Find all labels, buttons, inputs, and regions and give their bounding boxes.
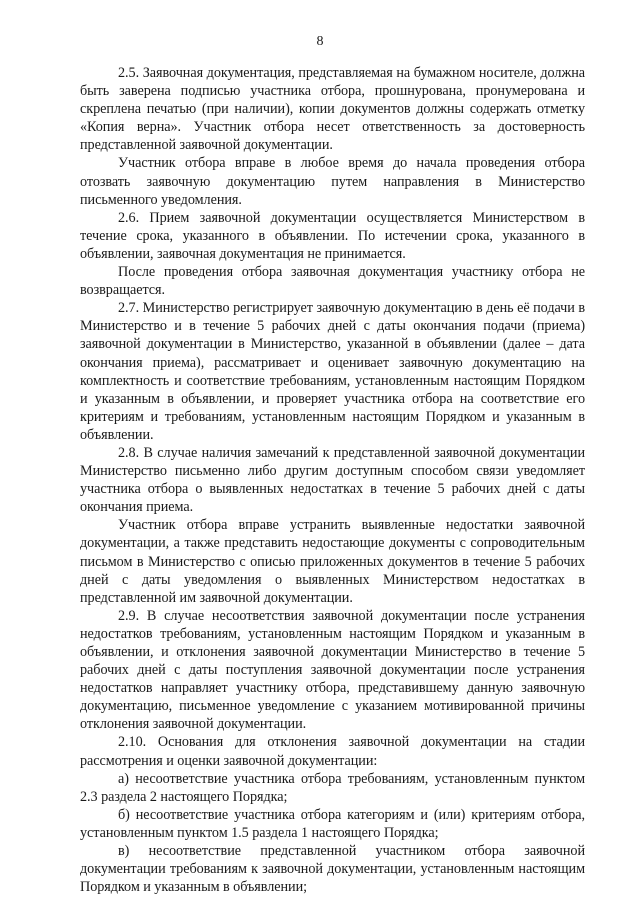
list-item-b: б) несоответствие участника отбора категориям и (или) критериям отбора, установленным пунктом 1.5 раздела 1 настоящего Порядка;: [80, 806, 585, 841]
list-item-a: а) несоответствие участника отбора требованиям, установленным пунктом 2.3 раздела 2 настоящего Порядка;: [80, 770, 585, 805]
paragraph-2-6: 2.6. Прием заявочной документации осуществляется Министерством в течение срока, указанного в объявлении. По истечении срока, указанного в объявлении, заявочная документация не принимается.: [80, 209, 585, 262]
page-number: 8: [316, 34, 324, 49]
list-item-c: в) несоответствие представленной участником отбора заявочной документации требованиям к заявочной документации, установленным настоящим Порядком и указанным в объявлении;: [80, 843, 585, 896]
paragraph-2-10: 2.10. Основания для отклонения заявочной документации на стадии рассмотрения и оценки заявочной документации:: [80, 734, 585, 769]
paragraph-2-5: 2.5. Заявочная документация, представляемая на бумажном носителе, должна быть заверена подписью участника отбора, прошнурована, пронумерована и скреплена печатью (при наличии), копии документов должны содержать отметку «Копия верна». Участник отбора несет ответственность за достоверность представленной заявочной документации.: [80, 65, 585, 154]
paragraph-correction: Участник отбора вправе устранить выявленные недостатки заявочной документации, а также представить недостающие документы с сопроводительным письмом в Министерство с описью приложенных документов в течение 5 рабочих дней с даты уведомления о выявленных Министерством недостатках в представленной им заявочной документации.: [80, 517, 585, 606]
paragraph-no-return: После проведения отбора заявочная документация участнику отбора не возвращается.: [80, 264, 585, 299]
paragraph-2-9: 2.9. В случае несоответствия заявочной документации после устранения недостатков требованиям, установленным настоящим Порядком и указанным в объявлении, и отклонения заявочной документации Министерство в течение 5 рабочих дней с даты поступления заявочной документации после устранения недостатков направляет участнику отбора, представившему данную заявочную документацию, письменное уведомление с указанием мотивированной причины отклонения заявочной документации.: [80, 607, 585, 733]
paragraph-withdrawal: Участник отбора вправе в любое время до начала проведения отбора отозвать заявочную документацию путем направления в Министерство письменного уведомления.: [80, 155, 585, 208]
document-body: [80, 64, 585, 896]
paragraph-2-8: 2.8. В случае наличия замечаний к представленной заявочной документации Министерство письменно либо другим доступным способом связи уведомляет участника отбора о выявленных недостатках в течение 5 рабочих дней с даты окончания приема.: [80, 444, 585, 516]
paragraph-2-7: 2.7. Министерство регистрирует заявочную документацию в день её подачи в Министерство и в течение 5 рабочих дней с даты окончания подачи (приема) заявочной документации в Министерство, указанной в объявлении (далее – дата окончания приема), рассматривает и оценивает заявочную документацию на комплектность и соответствие требованиям, установленным настоящим Порядком и указанным в объявлении, и проверяет участника отбора на соответствие его критериям и требованиям, установленным настоящим Порядком и указанным в объявлении.: [80, 300, 585, 443]
